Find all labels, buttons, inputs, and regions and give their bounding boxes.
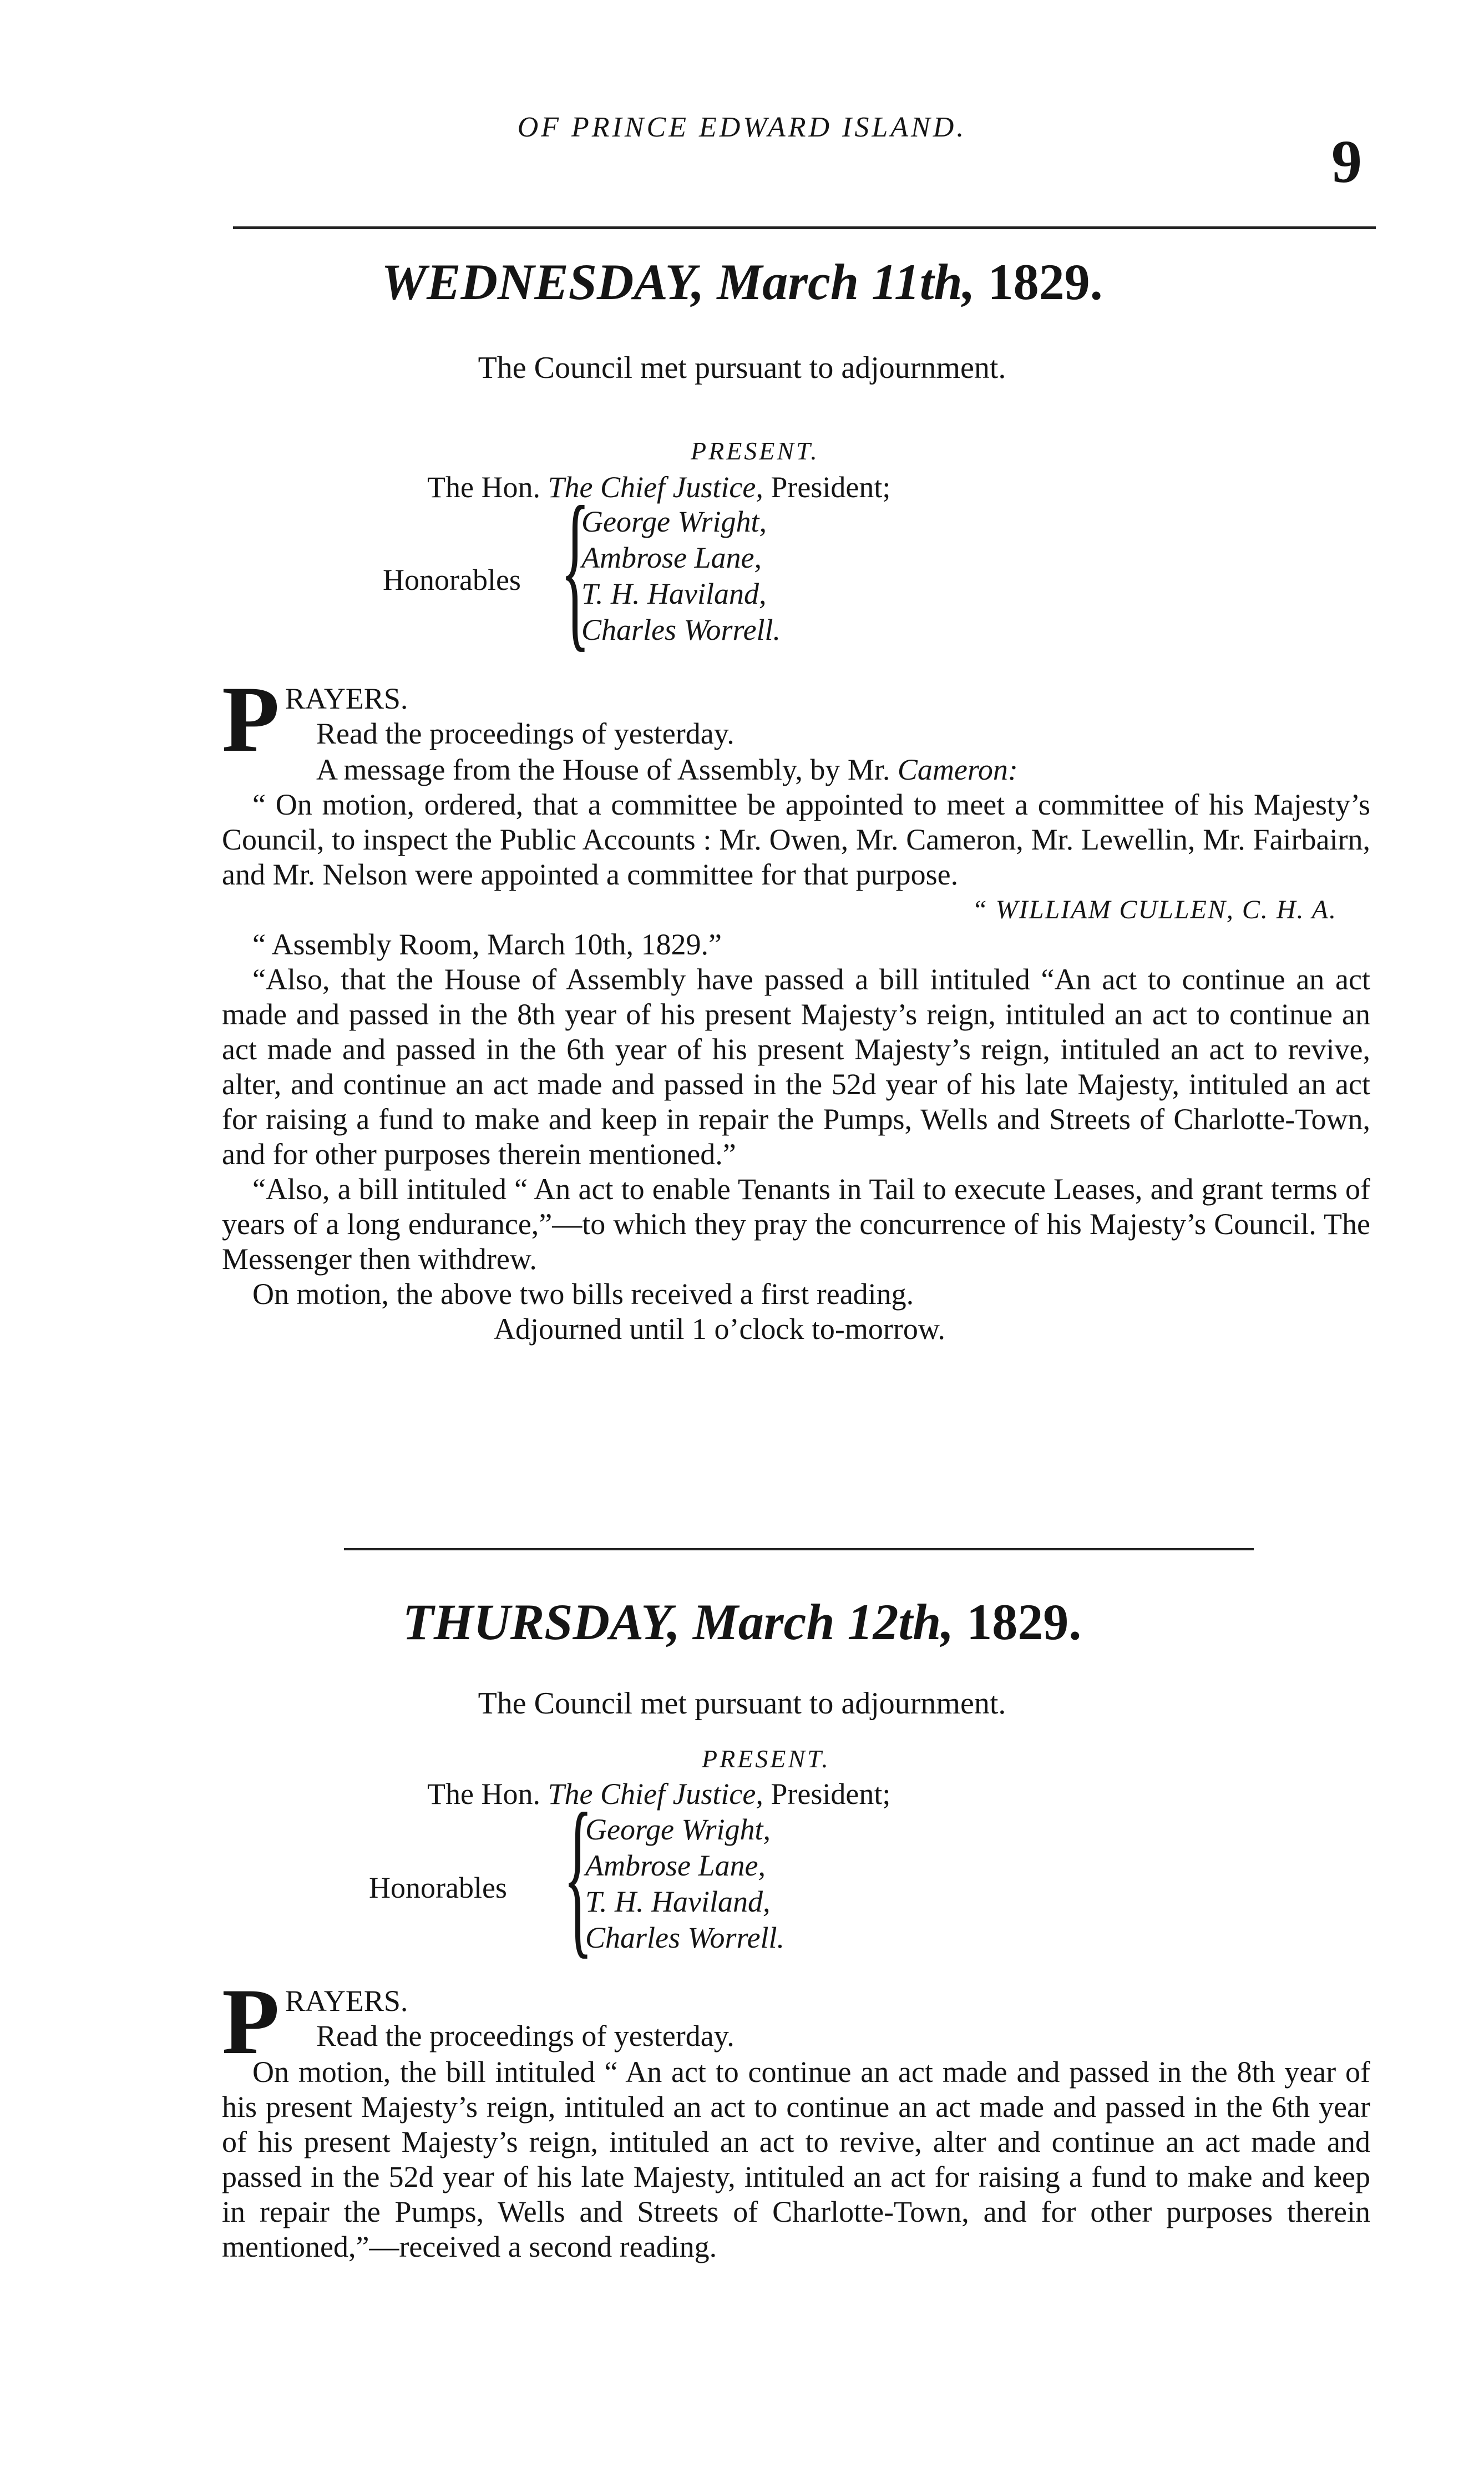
day1-message-text: A message from the House of Assembly, by Mr.	[316, 753, 890, 786]
day1-honorables-label: Honorables	[383, 563, 521, 596]
day1-signature: “ WILLIAM CULLEN, C. H. A.	[972, 895, 1337, 924]
day2-present-label: PRESENT.	[702, 1745, 830, 1773]
day2-member: George Wright,	[585, 1813, 771, 1846]
day2-motion: On motion, the bill intituled “ An act to continue an act made and passed in the 8th year of his present Majesty’s reign, intituled an act to continue an act made and passed in the 6th year of his present Majesty’s reign, intituled an act to revive, alter and continue an act made and passed in the 52d year of his late Majesty, intituled an act for raising a fund to make and keep in repair the Pumps, Wells and Streets of Charlotte-Town, and for other purposes therein mentioned,”—received a second reading.	[222, 2055, 1370, 2263]
day1-adjourned: Adjourned until 1 o’clock to-morrow.	[494, 1312, 945, 1346]
day2-hon-prefix: The Hon.	[427, 1777, 540, 1811]
day2-heading	[0, 1593, 1484, 1651]
day1-member: Charles Worrell.	[581, 613, 781, 646]
day1-motion: On motion, the above two bills received a first reading.	[252, 1277, 914, 1311]
day2-president-line	[427, 1775, 890, 1813]
section-rule	[344, 1548, 1254, 1550]
day1-message-name: Cameron:	[897, 753, 1018, 786]
day1-quote-pumps-bill: “Also, that the House of Assembly have passed a bill intituled “An act to continue an act made and passed in the 8th year of his present Majesty’s reign, intituled an act to continue an act made and passed in the 6th year of his present Majesty’s reign, intituled an act to revive, alter, and continue an act made and passed in the 52d year of his late Majesty, intituled an act for raising a fund to make and keep in repair the Pumps, Wells and Streets of Charlotte-Town, and for other purposes therein mentioned.”	[222, 963, 1370, 1171]
day1-read-line: Read the proceedings of yesterday.	[316, 717, 735, 750]
day1-hon-prefix: The Hon.	[427, 471, 540, 504]
day1-member: Ambrose Lane,	[581, 541, 762, 574]
day1-body	[222, 667, 1370, 1347]
day1-prayers-label: RAYERS.	[285, 682, 408, 715]
day1-dropcap: P	[222, 667, 280, 771]
day2-prayers-label: RAYERS.	[285, 1984, 408, 2018]
day2-met-line: The Council met pursuant to adjournment.	[478, 1686, 1006, 1721]
day2-honorables-label: Honorables	[369, 1871, 507, 1904]
running-head: OF PRINCE EDWARD ISLAND.	[517, 112, 967, 143]
day2-president-suffix: President;	[771, 1777, 891, 1811]
day2-member: Ambrose Lane,	[585, 1849, 766, 1882]
day1-president-suffix: President;	[771, 471, 891, 504]
day1-quote-tenants-bill: “Also, a bill intituled “ An act to enable Tenants in Tail to execute Leases, and grant terms of years of a long endurance,”—to which they pray the concurrence of his Majesty’s Council. The Messenger then withdrew.	[222, 1172, 1370, 1276]
day1-quote-committee: “ On motion, ordered, that a committee be appointed to meet a committee of his Majesty’s Council, to inspect the Public Accounts : Mr. Owen, Mr. Cameron, Mr. Lewellin, Mr. Fairbairn, and Mr. Nelson were appointed a committee for that purpose.	[222, 788, 1370, 891]
day1-heading	[0, 252, 1484, 311]
day2-weekday: THURSDAY,	[402, 1594, 680, 1650]
day1-message-line	[222, 752, 1370, 787]
day2-date: March 12th,	[692, 1594, 954, 1650]
day1-president-name: The Chief Justice,	[548, 471, 763, 504]
day1-president-line	[427, 468, 890, 507]
day2-member: T. H. Haviland,	[585, 1885, 771, 1918]
day2-president-name: The Chief Justice,	[548, 1777, 763, 1811]
day1-member: T. H. Haviland,	[581, 577, 767, 610]
day1-member: George Wright,	[581, 505, 767, 538]
day2-year: 1829.	[966, 1594, 1082, 1650]
page-number: 9	[1331, 128, 1362, 195]
day1-date: March 11th,	[717, 254, 975, 310]
day1-assembly-room: “ Assembly Room, March 10th, 1829.”	[252, 928, 722, 961]
day2-body	[222, 1969, 1370, 2264]
day1-brace: {	[560, 471, 590, 667]
day1-met-line: The Council met pursuant to adjournment.	[478, 351, 1006, 385]
day2-brace: {	[563, 1777, 593, 1974]
day1-present-label: PRESENT.	[691, 437, 819, 465]
day1-weekday: WEDNESDAY,	[381, 254, 705, 310]
day2-dropcap: P	[222, 1969, 280, 2074]
header-rule	[233, 226, 1376, 229]
day2-member: Charles Worrell.	[585, 1921, 785, 1954]
day2-read-line: Read the proceedings of yesterday.	[316, 2019, 735, 2053]
day1-year: 1829.	[987, 254, 1103, 310]
